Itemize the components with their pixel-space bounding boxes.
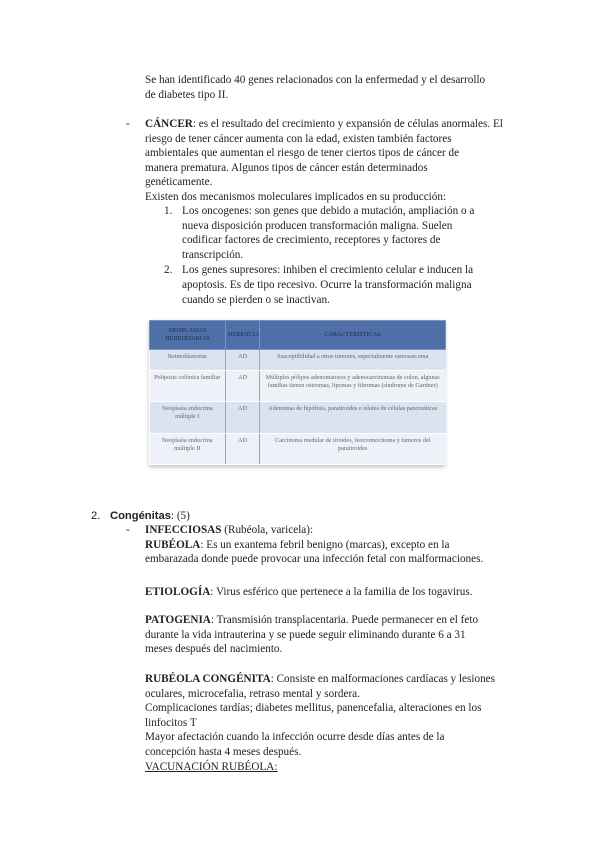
patogenia-paragraph: PATOGENIA: Transmisión transplacentaria. Puede permanecer en el feto durante la vida intrauterina y se puede seguir eliminando durante 6 a 31 meses después del nacimiento. xyxy=(145,614,479,656)
etiologia-paragraph: ETIOLOGÍA: Virus esférico que pertenece a la familia de los togavirus. xyxy=(145,586,473,598)
table-header-row xyxy=(150,321,446,350)
infecciosas-bullet: - xyxy=(126,524,130,536)
cancer-term: CÁNCER xyxy=(145,118,193,130)
cancer-bullet: - xyxy=(126,118,130,130)
header-caracteristicas: CARACTERÍSTICAS xyxy=(260,321,446,350)
mechanisms-list xyxy=(164,204,522,307)
header-herencia: HERENCIA xyxy=(226,321,260,350)
table-row: Neoplasia endocrina múltiple II AD Carcinoma medular de tiroides, feocromocitoma y tumores del paratiroides xyxy=(150,433,446,465)
header-neoplasias: NEOPLASIAS HEREDITARIAS xyxy=(150,321,226,350)
mechanism-item-oncogenes: 1. Los oncogenes: son genes que debido a mutación, ampliación o a nueva disposición producen transformación maligna. Suelen codificar factores de crecimiento, receptores y factores de transcripción. xyxy=(164,205,475,261)
section-2-heading: 2. xyxy=(91,510,101,522)
table-row: Neoplasia endocrina múltiple I AD Adenomas de hipófisis, paratiroides e islotes de células pancreáticas xyxy=(150,402,446,433)
table-row: Poliposis colónica familiar AD Múltiples pólipos adenomatosos y adenocarcinomas de colon, algunas familias tienen osteomas, lipomas y fibromas (síndrome de Gardner) xyxy=(150,370,446,401)
cancer-paragraph: CÁNCER: es el resultado del crecimiento y expansión de células anormales. El riesgo de tener cáncer aumenta con la edad, existen también factores ambientales que aumentan el riesgo de tener ciertos tipos de cáncer de manera prematura. Algunos tipos de cáncer están determinados genéticamente. Existen dos mecanismos moleculares implicados en su producción: xyxy=(145,118,503,203)
hereditary-neoplasia-table xyxy=(149,320,445,465)
rubeola-congenita-paragraph: RUBÉOLA CONGÉNITA: Consiste en malformaciones cardíacas y lesiones oculares, microcefalia, retraso mental y sordera. Complicaciones tardías; diabetes mellitus, panencefalia, alteraciones en los linfocitos T Mayor afectación cuando la infección ocurre desde días antes de la concepción hasta 4 meses después. VACUNACIÓN RUBÉOLA: xyxy=(145,672,545,774)
mechanism-item-supresores: 2. Los genes supresores: inhiben el crecimiento celular e inducen la apoptosis. Es de tipo recesivo. Ocurre la transformación maligna cuando se pierden o se inactivan. xyxy=(164,264,474,306)
intro-paragraph: Se han identificado 40 genes relacionados con la enfermedad y el desarrollo de diabetes tipo II. xyxy=(145,74,486,101)
vacunacion-heading: VACUNACIÓN RUBÉOLA: xyxy=(145,760,278,773)
table-row: Retinoblastoma AD Susceptibilidad a otros tumores, especialmente osteosarcoma xyxy=(150,350,446,371)
infecciosas-block: INFECCIOSAS (Rubéola, varicela): RUBÉOLA: Es un exantema febril benigno (marcas), excepto en la embarazada donde puede provocar una infección fetal con malformaciones. xyxy=(145,524,484,566)
section-2-title: Congénitas: (5) xyxy=(110,510,190,522)
